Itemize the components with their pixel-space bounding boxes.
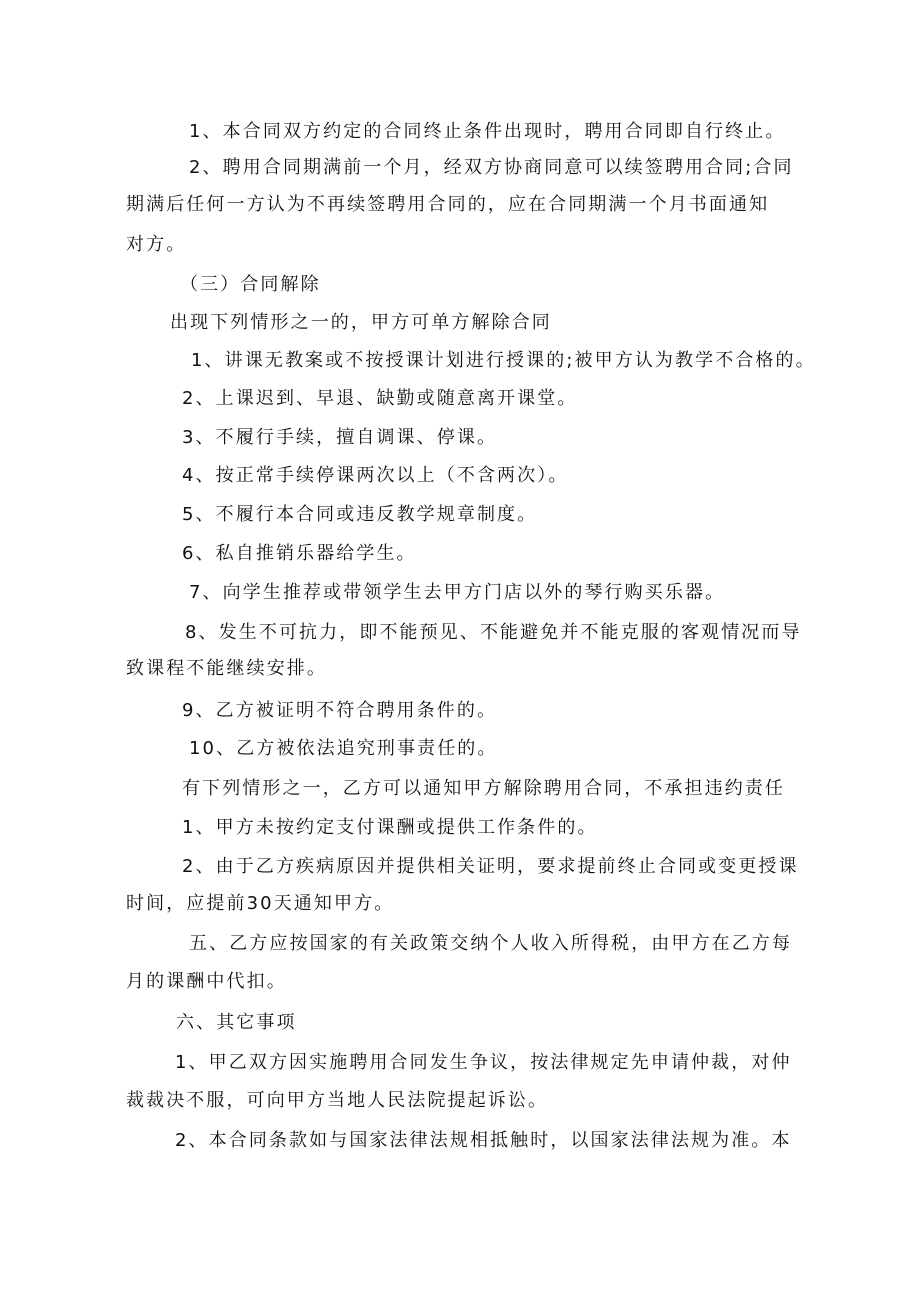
list-item: 2、由于乙方疾病原因并提供相关证明，要求提前终止合同或变更授课 [182,856,799,877]
section-heading: （三）合同解除 [180,274,321,295]
list-item: 10、乙方被依法追究刑事责任的。 [189,738,498,759]
text-line: 时间，应提前30天通知甲方。 [126,893,395,914]
text-line: 有下列情形之一，乙方可以通知甲方解除聘用合同，不承担违约责任 [182,778,785,799]
text-line: 1、本合同双方约定的合同终止条件出现时，聘用合同即自行终止。 [189,121,786,142]
text-line: 出现下列情形之一的，甲方可单方解除合同 [170,312,552,333]
list-item: 8、发生不可抗力，即不能预见、不能避免并不能克服的客观情况而导 [185,622,802,643]
list-item: 1、甲乙双方因实施聘用合同发生争议，按法律规定先申请仲裁，对仲 [175,1052,792,1073]
list-item: 5、不履行本合同或违反教学规章制度。 [182,504,538,525]
text-line: 对方。 [126,234,187,255]
list-item: 2、本合同条款如与国家法律法规相抵触时，以国家法律法规为准。本 [175,1130,792,1151]
list-item: 3、不履行手续，擅自调课、停课。 [182,427,498,448]
list-item: 6、私自推销乐器给学生。 [182,543,417,564]
text-line: 期满后任何一方认为不再续签聘用合同的，应在合同期满一个月书面通知 [126,194,770,215]
list-item: 2、上课迟到、早退、缺勤或随意离开课堂。 [182,388,578,409]
list-item: 1、讲课无教案或不按授课计划进行授课的;被甲方认为教学不合格的。 [191,350,816,371]
text-line: 月的课酬中代扣。 [126,971,287,992]
list-item: 7、向学生推荐或带领学生去甲方门店以外的琴行购买乐器。 [189,582,726,603]
section-heading: 五、乙方应按国家的有关政策交纳个人收入所得税，由甲方在乙方每 [189,933,792,954]
text-line: 裁裁决不服，可向甲方当地人民法院提起诉讼。 [126,1090,549,1111]
text-line: 2、聘用合同期满前一个月，经双方协商同意可以续签聘用合同;合同 [189,157,794,178]
list-item: 9、乙方被证明不符合聘用条件的。 [182,700,498,721]
text-line: 致课程不能继续安排。 [126,658,327,679]
list-item: 4、按正常手续停课两次以上（不含两次）。 [182,465,569,486]
list-item: 1、甲方未按约定支付课酬或提供工作条件的。 [182,817,598,838]
section-heading: 六、其它事项 [176,1012,297,1033]
